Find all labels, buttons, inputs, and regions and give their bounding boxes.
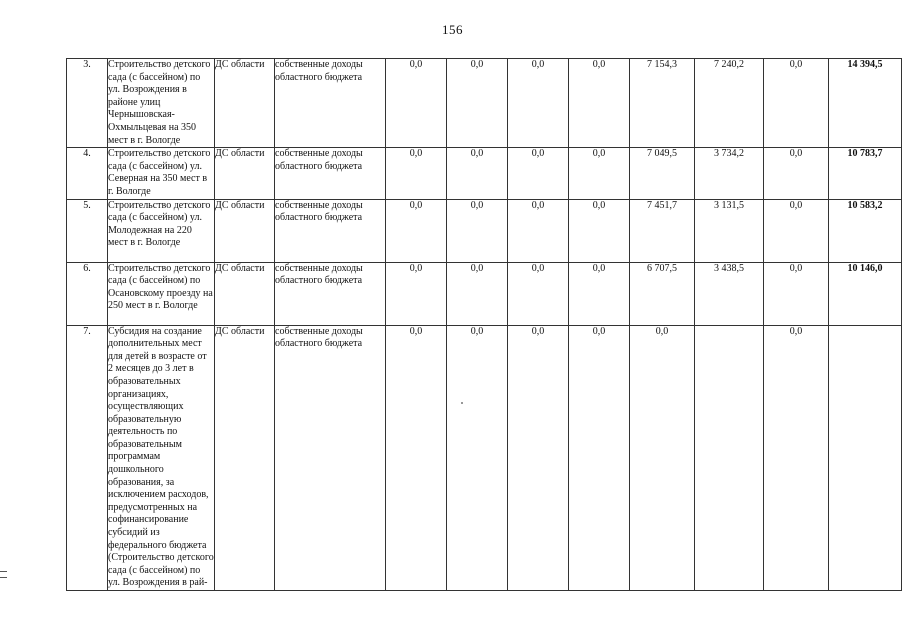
table-row (67, 262, 902, 325)
funding-source: собственные доходы областного бюджета (275, 59, 386, 148)
value-cell: 0,0 (569, 199, 630, 262)
value-cell: 0,0 (764, 325, 829, 590)
value-cell: 0,0 (447, 262, 508, 325)
table-row (67, 148, 902, 199)
value-cell: 0,0 (386, 59, 447, 148)
budget-table (66, 58, 902, 591)
value-cell: 0,0 (508, 199, 569, 262)
total-cell: 10 583,2 (829, 199, 902, 262)
object-name: Строительство детского сада (с бассейном) по Осановскому проезду на 250 мест в г. Вологде (108, 262, 215, 325)
value-cell: 0,0 (508, 262, 569, 325)
executor: ДС области (215, 199, 275, 262)
scan-speck (461, 402, 463, 404)
total-cell: 10 146,0 (829, 262, 902, 325)
value-cell: 0,0 (764, 59, 829, 148)
object-name: Строительство детского сада (с бассейном) ул. Северная на 350 мест в г. Вологде (108, 148, 215, 199)
page-number: 156 (442, 22, 463, 37)
table-row (67, 199, 902, 262)
value-cell: 7 049,5 (630, 148, 695, 199)
value-cell: 0,0 (764, 148, 829, 199)
value-cell: 0,0 (569, 148, 630, 199)
scan-margin-mark (0, 577, 7, 578)
value-cell: 3 734,2 (695, 148, 764, 199)
executor: ДС области (215, 148, 275, 199)
table-row (67, 59, 902, 148)
value-cell: 7 154,3 (630, 59, 695, 148)
value-cell: 0,0 (386, 325, 447, 590)
row-number: 6. (67, 262, 108, 325)
funding-source: собственные доходы областного бюджета (275, 262, 386, 325)
value-cell: 0,0 (630, 325, 695, 590)
value-cell: 0,0 (508, 325, 569, 590)
value-cell: 0,0 (764, 262, 829, 325)
executor: ДС области (215, 59, 275, 148)
funding-source: собственные доходы областного бюджета (275, 325, 386, 590)
scan-margin-mark (0, 571, 7, 572)
executor: ДС области (215, 325, 275, 590)
value-cell: 0,0 (569, 262, 630, 325)
value-cell: 0,0 (764, 199, 829, 262)
total-cell: 14 394,5 (829, 59, 902, 148)
value-cell (695, 325, 764, 590)
value-cell: 0,0 (386, 262, 447, 325)
value-cell: 0,0 (386, 199, 447, 262)
row-number: 3. (67, 59, 108, 148)
value-cell: 7 240,2 (695, 59, 764, 148)
row-number: 5. (67, 199, 108, 262)
object-name: Строительство детского сада (с бассейном) по ул. Возрождения в районе улиц Чернышовская-Охмыльцевая на 350 мест в г. Вологде (108, 59, 215, 148)
row-number: 7. (67, 325, 108, 590)
value-cell: 0,0 (447, 325, 508, 590)
table-row (67, 325, 902, 590)
value-cell: 7 451,7 (630, 199, 695, 262)
funding-source: собственные доходы областного бюджета (275, 199, 386, 262)
value-cell: 0,0 (386, 148, 447, 199)
value-cell: 0,0 (447, 59, 508, 148)
executor: ДС области (215, 262, 275, 325)
value-cell: 3 131,5 (695, 199, 764, 262)
total-cell (829, 325, 902, 590)
row-number: 4. (67, 148, 108, 199)
object-name: Субсидия на создание дополнительных мест для детей в возрасте от 2 месяцев до 3 лет в образовательных организациях, осуществляющих образовательную деятельность по образовательным программам дошкольного образования, за исключением расходов, предусмотренных на софинансирование субсидий из федерального бюджета (Строительство детского сада (с бассейном) по ул. Возрождения в рай- (108, 325, 215, 590)
object-name: Строительство детского сада (с бассейном) ул. Молодежная на 220 мест в г. Вологде (108, 199, 215, 262)
value-cell: 0,0 (569, 325, 630, 590)
value-cell: 6 707,5 (630, 262, 695, 325)
total-cell: 10 783,7 (829, 148, 902, 199)
value-cell: 0,0 (447, 148, 508, 199)
value-cell: 3 438,5 (695, 262, 764, 325)
value-cell: 0,0 (569, 59, 630, 148)
value-cell: 0,0 (447, 199, 508, 262)
value-cell: 0,0 (508, 59, 569, 148)
funding-source: собственные доходы областного бюджета (275, 148, 386, 199)
value-cell: 0,0 (508, 148, 569, 199)
